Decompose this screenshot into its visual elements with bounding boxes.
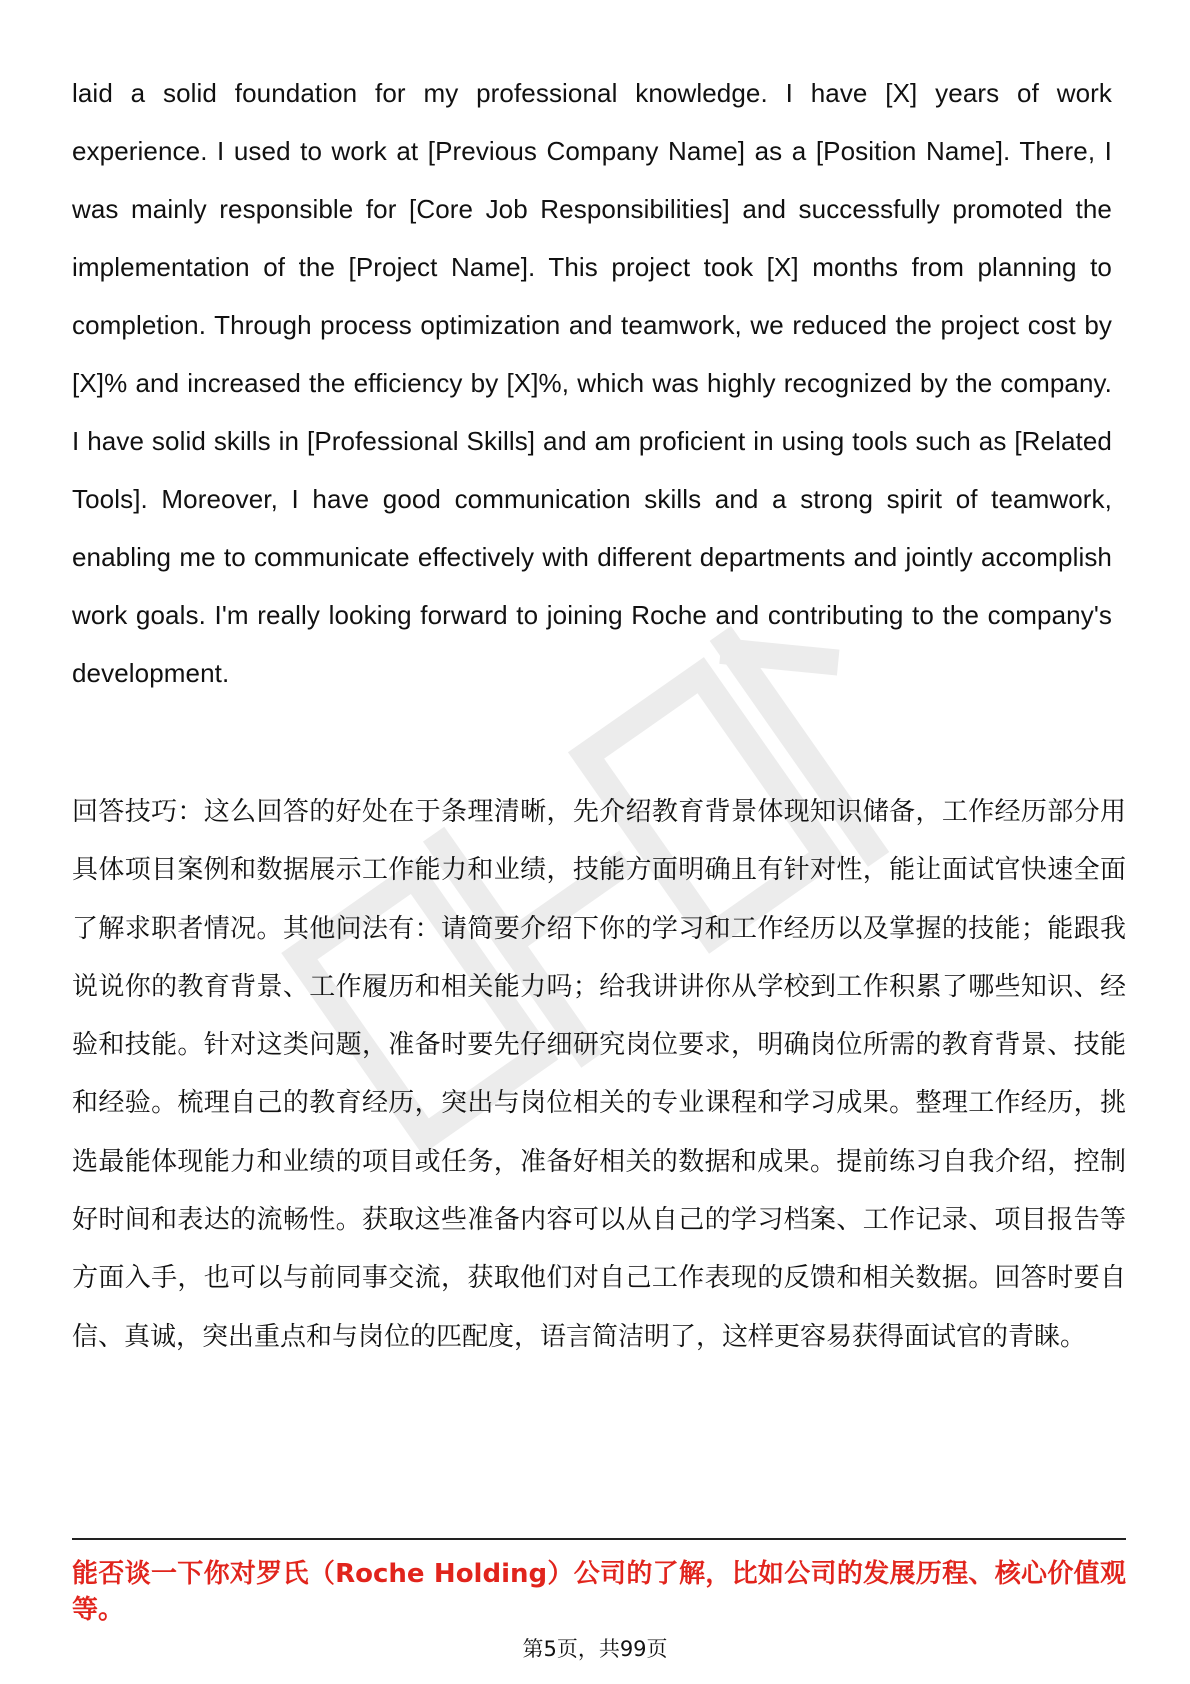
next-question-heading: 能否谈一下你对罗氏（Roche Holding）公司的了解，比如公司的发展历程、核心价值观等。 [72, 1559, 1126, 1625]
page-number-footer: 第5页，共99页 [522, 1637, 668, 1661]
answer-tips-paragraph: 回答技巧：这么回答的好处在于条理清晰，先介绍教育背景体现知识储备，工作经历部分用具体项目案例和数据展示工作能力和业绩，技能方面明确且有针对性，能让面试官快速全面了解求职者情况。其他问法有：请简要介绍下你的学习和工作经历以及掌握的技能；能跟我说说你的教育背景、工作履历和相关能力吗；给我讲讲你从学校到工作积累了哪些知识、经验和技能。针对这类问题，准备时要先仔细研究岗位要求，明确岗位所需的教育背景、技能和经验。梳理自己的教育经历，突出与岗位相关的专业课程和学习成果。整理工作经历，挑选最能体现能力和业绩的项目或任务，准备好相关的数据和成果。提前练习自我介绍，控制好时间和表达的流畅性。获取这些准备内容可以从自己的学习档案、工作记录、项目报告等方面入手，也可以与前同事交流，获取他们对自己工作表现的反馈和相关数据。回答时要自信、真诚，突出重点和与岗位的匹配度，语言简洁明了，这样更容易获得面试官的青睐。 [72, 797, 1126, 1352]
english-answer-paragraph: laid a solid foundation for my professional knowledge. I have [X] years of work experience. I used to work at [Previous Company Name] as a [Position Name]. There, I was mainly responsible for [Core Job Responsibilities] and successfully promoted the implementation of the [Project Name]. This project took [X] months from planning to completion. Through process optimization and teamwork, we reduced the project cost by [X]% and increased the efficiency by [X]%, which was highly recognized by the company. I have solid skills in [Professional Skills] and am proficient in using tools such as [Related Tools]. Moreover, I have good communication skills and a strong spirit of teamwork, enabling me to communicate effectively with different departments and jointly accomplish work goals. I'm really looking forward to joining Roche and contributing to the company's development. [72, 78, 1112, 688]
section-divider [72, 1538, 1126, 1540]
